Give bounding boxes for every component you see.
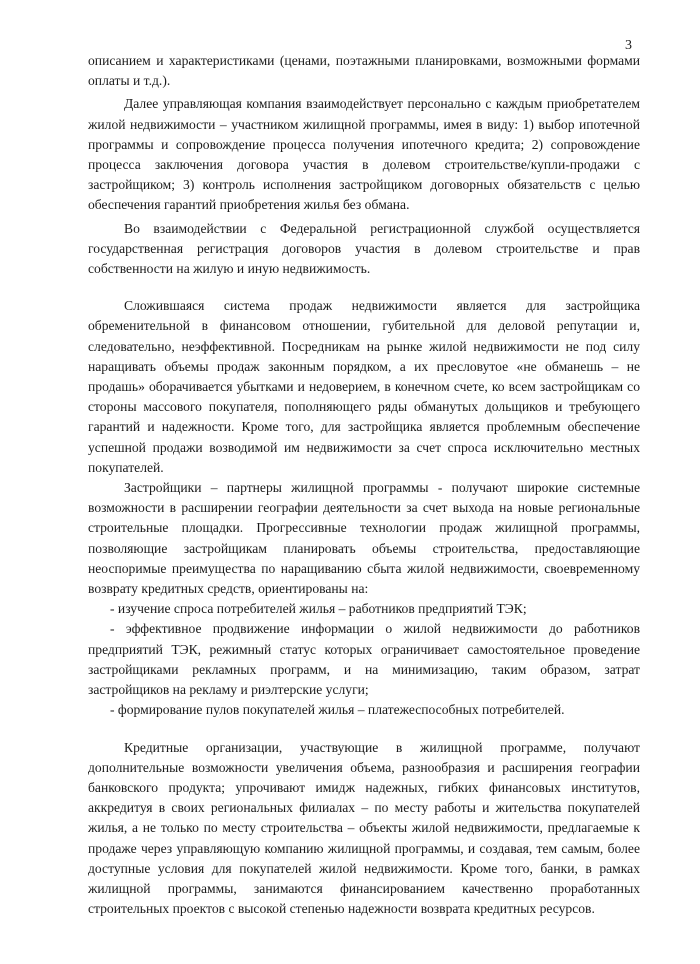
paragraph-sales-system: Сложившаяся система продаж недвижимости является для застройщика обременительной в финансовом отношении, губительной для деловой репутации и, следовательно, неэффективной. Посредникам на рынке жилой недвижимости не под силу наращивать объемы продаж законным порядком, а их пресловутое «не обманешь – не продашь» оборачивается убытками и недоверием, в конечном счете, ко всем застройщикам со стороны массового покупателя, пополняющего ряды обманутых дольщиков и требующего гарантий и надежности. Кроме того, для застройщика является проблемным обеспечение успешной продажи возводимой им недвижимости за счет спроса исключительно местных покупателей. <box>88 298 640 475</box>
list-item-buyer-pools: - формирование пулов покупателей жилья – платежеспособных потребителей. <box>110 702 565 718</box>
list-item-demand: - изучение спроса потребителей жилья – работников предприятий ТЭК; <box>110 601 527 617</box>
page-number: 3 <box>625 38 632 53</box>
paragraph-management-company: Далее управляющая компания взаимодействует персонально с каждым приобретателем жилой недвижимости – участником жилищной программы, имея в виду: 1) выбор ипотечной программы и сопровождение процесса получения ипотечного кредита; 2) сопровождение процесса заключения договора участия в долевом строительстве/купли-продажи с застройщиком; 3) контроль исполнения застройщиком договорных обязательств с целью обеспечения гарантий приобретения жилья без обмана. <box>88 96 640 213</box>
paragraph-developers: Застройщики – партнеры жилищной программы - получают широкие системные возможности в расширении географии деятельности за счет выхода на новые региональные строительные площадки. Прогрессивные технологии продаж жилищной программы, позволяющие застройщикам планировать объемы строительства, предоставляющие неоспоримые преимущества по наращиванию сбыта жилой недвижимости, своевременному возврату кредитных средств, ориентированы на: <box>88 480 640 597</box>
list-item-promotion: - эффективное продвижение информации о жилой недвижимости до работников предприятий ТЭК, режимный статус которых ограничивает самостоятельное проведение застройщиками рекламных программ, и на минимизацию, таким образом, затрат застройщиков на рекламу и риэлтерские услуги; <box>88 621 640 698</box>
paragraph-credit-organizations: Кредитные организации, участвующие в жилищной программе, получают дополнительные возможности увеличения объема, разнообразия и расширения географии банковского продукта; упрочивают имидж надежных, гибких финансовых институтов, аккредитуя в своих региональных филиалах – по месту работы и жительства покупателей жилья, а не только по месту строительства – объекты жилой недвижимости, предлагаемые к продаже через управляющую компанию жилищной программы, и создавая, тем самым, более доступные условия для покупателей жилой недвижимости. Кроме того, банки, в рамках жилищной программы, занимаются финансированием качественно проработанных строительных проектов с высокой степенью надежности возврата кредитных ресурсов. <box>88 739 640 917</box>
paragraph-registration: Во взаимодействии с Федеральной регистрационной службой осуществляется государственная регистрация договоров участия в долевом строительстве и прав собственности на жилую и иную недвижимость. <box>88 220 640 277</box>
paragraph-continuation: описанием и характеристиками (ценами, поэтажными планировками, возможными формами оплаты и т.д.). <box>88 53 640 89</box>
document-body <box>88 51 640 919</box>
